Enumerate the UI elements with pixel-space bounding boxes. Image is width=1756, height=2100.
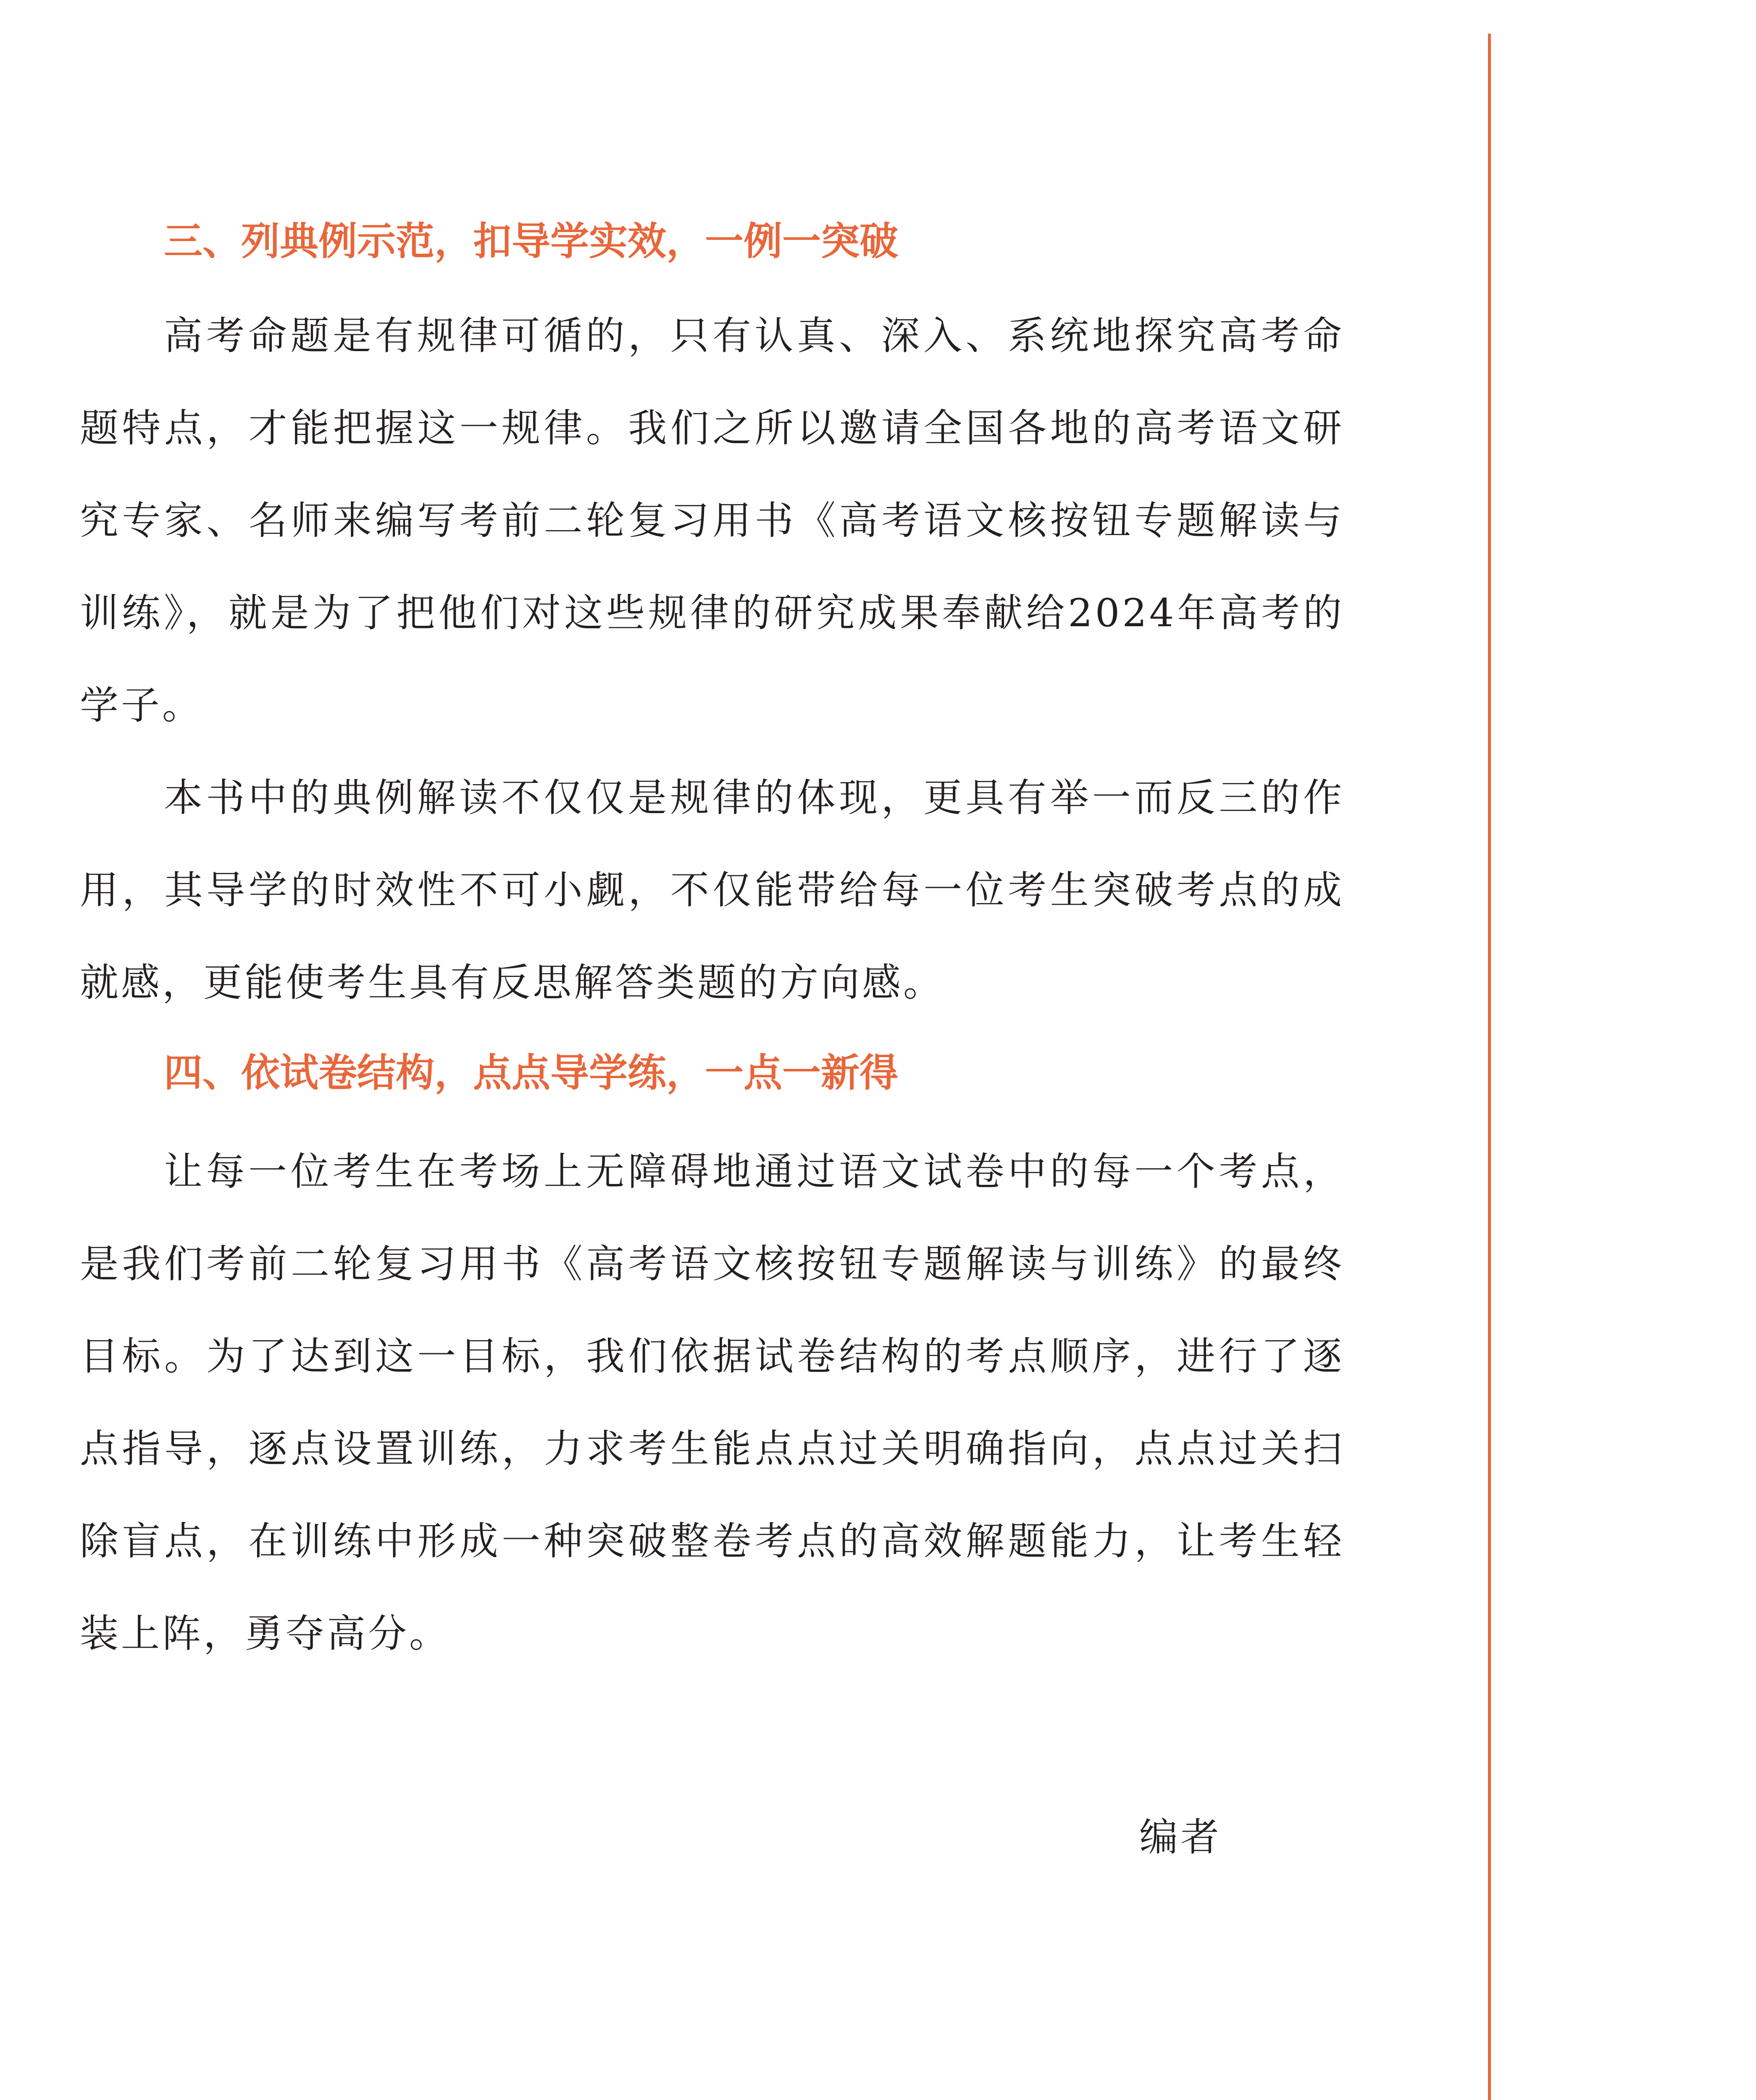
section-heading-3: 三、列典例示范，扣导学实效，一例一突破 — [164, 219, 899, 264]
paragraph: 本书中的典例解读不仅仅是规律的体现，更具有举一而反三的作用，其导学的时效性不可小觑，不仅能带给每一位考生突破考点的成就感，更能使考生具有反思解答类题的方向感。 — [80, 775, 1344, 1005]
signature: 编者 — [1139, 1815, 1222, 1860]
section-heading-4: 四、依试卷结构，点点导学练，一点一新得 — [164, 1050, 899, 1095]
paragraph: 高考命题是有规律可循的，只有认真、深入、系统地探究高考命题特点，才能把握这一规律。我们之所以邀请全国各地的高考语文研究专家、名师来编写考前二轮复习用书《高考语文核按钮专题解读与训练》，就是为了把他们对这些规律的研究成果奉献给2024年高考的学子。 — [80, 313, 1344, 728]
preface-body — [80, 210, 1344, 1680]
paragraph: 让每一位考生在考场上无障碍地通过语文试卷中的每一个考点，是我们考前二轮复习用书《高考语文核按钮专题解读与训练》的最终目标。为了达到这一目标，我们依据试卷结构的考点顺序，进行了逐点指导，逐点设置训练，力求考生能点点过关明确指向，点点过关扫除盲点，在训练中形成一种突破整卷考点的高效解题能力，让考生轻装上阵，勇夺高分。 — [80, 1149, 1344, 1656]
margin-rule — [1488, 34, 1491, 2100]
